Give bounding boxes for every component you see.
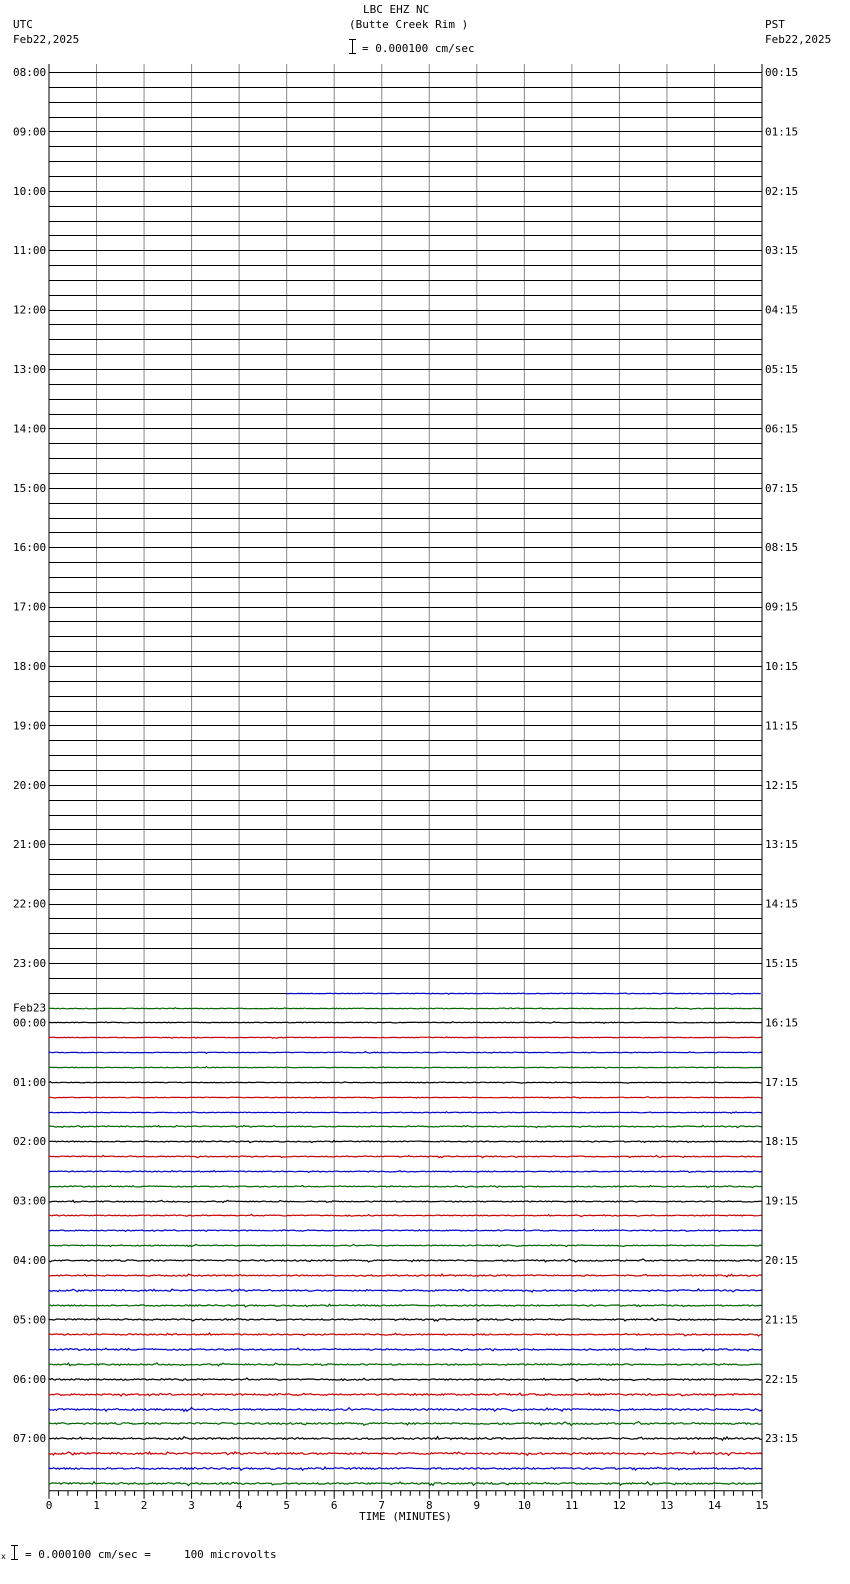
x-tick-label: 12 — [612, 1498, 627, 1512]
seismic-trace — [49, 1259, 762, 1262]
seismic-trace — [49, 1125, 762, 1127]
utc-hour-label: 08:00 — [13, 66, 47, 79]
seismic-trace — [49, 1348, 762, 1351]
right-date: Feb22,2025 — [765, 33, 832, 46]
seismic-trace — [49, 1141, 762, 1143]
left-timezone: UTC — [13, 18, 33, 31]
seismic-trace — [49, 1170, 762, 1172]
utc-hour-label: 23:00 — [13, 957, 47, 970]
utc-hour-label: 10:00 — [13, 184, 47, 198]
pst-hour-label: 00:15 — [765, 66, 799, 79]
axis-labels — [13, 66, 798, 1523]
seismic-trace — [49, 1452, 762, 1456]
pst-hour-label: 07:15 — [765, 481, 799, 495]
seismic-trace — [287, 993, 761, 994]
seismic-trace — [49, 1304, 762, 1307]
utc-hour-label: 05:00 — [13, 1313, 47, 1327]
pst-hour-label: 06:15 — [765, 422, 799, 436]
utc-hour-label: 18:00 — [13, 660, 47, 673]
seismic-trace — [49, 1393, 762, 1396]
x-tick-label: 8 — [425, 1498, 433, 1512]
utc-hour-label: 20:00 — [13, 778, 47, 792]
seismic-trace — [49, 1186, 762, 1188]
location-title: (Butte Creek Rim ) — [349, 18, 469, 31]
plot-grid — [49, 64, 762, 1499]
pst-hour-label: 23:15 — [765, 1432, 799, 1446]
pst-hour-label: 13:15 — [765, 838, 799, 852]
pst-hour-label: 22:15 — [765, 1372, 799, 1386]
utc-hour-label: 03:00 — [13, 1194, 47, 1208]
x-tick-label: 13 — [660, 1498, 674, 1512]
seismic-trace — [49, 1037, 762, 1039]
x-tick-label: 4 — [235, 1498, 243, 1512]
pst-hour-label: 17:15 — [765, 1075, 799, 1089]
pst-hour-label: 10:15 — [765, 660, 799, 673]
seismic-trace — [49, 1378, 762, 1381]
seismic-trace — [49, 1289, 762, 1292]
seismic-trace — [49, 1467, 762, 1470]
station-title: LBC EHZ NC — [363, 3, 430, 16]
pst-hour-label: 16:15 — [765, 1016, 799, 1030]
seismic-trace — [49, 1052, 762, 1054]
x-tick-label: 3 — [188, 1498, 195, 1512]
utc-hour-label: 04:00 — [13, 1254, 47, 1267]
pst-hour-label: 15:15 — [765, 957, 799, 970]
pst-hour-label: 01:15 — [765, 125, 799, 139]
pst-hour-label: 11:15 — [765, 719, 799, 733]
seismic-trace — [49, 1437, 762, 1441]
left-date: Feb22,2025 — [13, 33, 80, 46]
x-tick-label: 5 — [283, 1498, 290, 1512]
date-change-label: Feb23 — [13, 1001, 47, 1015]
utc-hour-label: 07:00 — [13, 1432, 47, 1446]
x-axis-title: TIME (MINUTES) — [359, 1509, 452, 1523]
trace-group — [49, 993, 762, 1486]
utc-hour-label: 19:00 — [13, 719, 47, 733]
right-timezone: PST — [765, 18, 785, 31]
utc-hour-label: 11:00 — [13, 244, 47, 258]
x-tick-label: 1 — [93, 1498, 100, 1512]
x-tick-label: 15 — [755, 1498, 769, 1512]
seismic-trace — [49, 1155, 762, 1157]
utc-hour-label: 15:00 — [13, 481, 47, 495]
seismic-trace — [49, 1230, 762, 1232]
pst-hour-label: 19:15 — [765, 1194, 799, 1208]
pst-hour-label: 03:15 — [765, 244, 799, 258]
seismic-trace — [49, 1200, 762, 1202]
x-tick-label: 6 — [330, 1498, 338, 1512]
x-tick-label: 7 — [378, 1498, 386, 1512]
scale-text: = 0.000100 cm/sec — [362, 42, 475, 55]
seismic-trace — [49, 1363, 762, 1366]
pst-hour-label: 04:15 — [765, 303, 799, 317]
pst-hour-label: 12:15 — [765, 778, 799, 792]
seismic-trace — [49, 1112, 762, 1114]
pst-hour-label: 14:15 — [765, 897, 799, 911]
utc-hour-label: 14:00 — [13, 422, 47, 436]
pst-hour-label: 20:15 — [765, 1254, 799, 1267]
seismic-trace — [49, 1214, 762, 1216]
seismic-trace — [49, 1318, 762, 1321]
footer-scale-bar-icon — [11, 1545, 18, 1560]
utc-hour-label: 02:00 — [13, 1135, 47, 1149]
pst-hour-label: 18:15 — [765, 1135, 799, 1149]
utc-hour-label: 13:00 — [13, 363, 47, 376]
seismic-trace — [49, 1408, 762, 1412]
x-tick-label: 2 — [140, 1498, 148, 1512]
x-tick-label: 10 — [517, 1498, 531, 1512]
seismic-trace — [49, 1067, 762, 1069]
utc-hour-label: 17:00 — [13, 600, 47, 614]
utc-hour-label: 00:00 — [13, 1016, 47, 1030]
seismic-trace — [49, 1482, 762, 1486]
pst-hour-label: 09:15 — [765, 600, 799, 614]
x-tick-label: 14 — [707, 1498, 722, 1512]
x-tick-label: 9 — [473, 1498, 481, 1512]
utc-hour-label: 21:00 — [13, 838, 47, 852]
footer-scale-text: = 0.000100 cm/sec = 100 microvolts — [25, 1548, 277, 1561]
footer-mark: x — [1, 1552, 6, 1561]
seismic-trace — [49, 1422, 762, 1426]
pst-hour-label: 02:15 — [765, 184, 799, 198]
seismic-trace — [49, 1274, 762, 1277]
seismic-trace — [49, 1333, 762, 1336]
utc-hour-label: 12:00 — [13, 303, 47, 317]
utc-hour-label: 06:00 — [13, 1372, 47, 1386]
x-tick-label: 0 — [45, 1498, 53, 1512]
seismic-trace — [49, 1097, 762, 1099]
seismic-trace — [49, 1244, 762, 1246]
utc-hour-label: 22:00 — [13, 897, 47, 911]
utc-hour-label: 16:00 — [13, 541, 47, 555]
seismic-trace — [49, 1022, 762, 1024]
utc-hour-label: 09:00 — [13, 125, 47, 139]
pst-hour-label: 05:15 — [765, 363, 799, 376]
utc-hour-label: 01:00 — [13, 1075, 47, 1089]
x-tick-label: 11 — [565, 1498, 579, 1512]
seismic-trace — [49, 1082, 762, 1083]
pst-hour-label: 08:15 — [765, 541, 799, 555]
seismic-trace — [49, 1008, 762, 1010]
pst-hour-label: 21:15 — [765, 1313, 799, 1327]
